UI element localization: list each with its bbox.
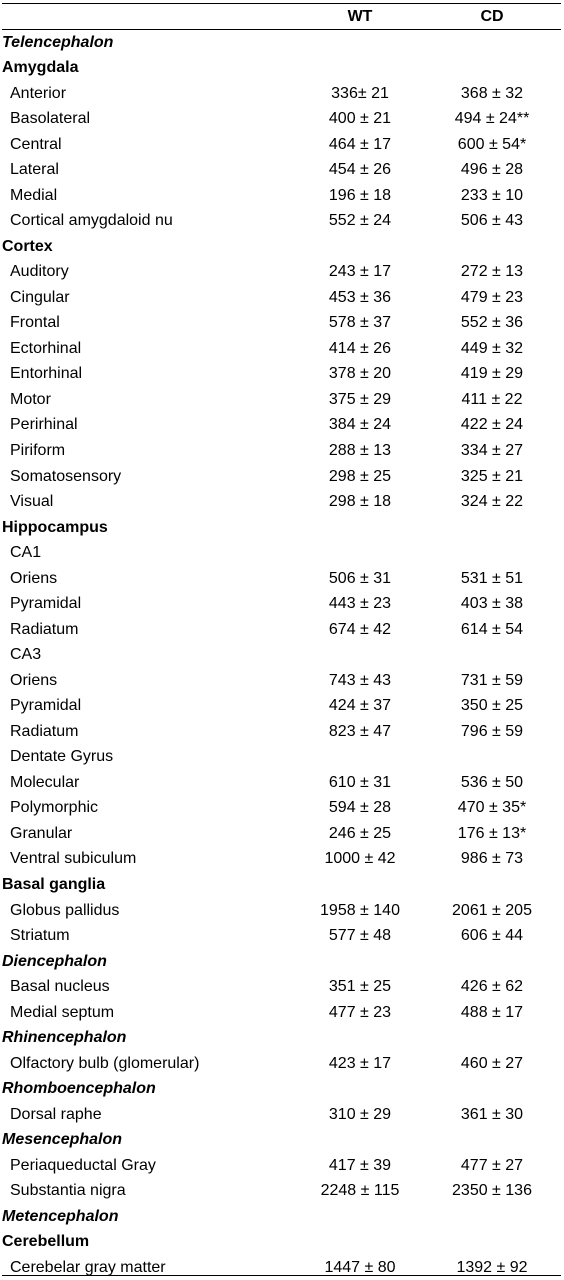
wt-value: 454 ± 26 (328, 161, 392, 179)
cd-value: 325 ± 21 (460, 467, 524, 485)
row-label: Striatum (10, 927, 70, 945)
row-label: Globus pallidus (10, 901, 120, 919)
table-row (0, 464, 562, 490)
row-label: Cortical amygdaloid nu (10, 212, 173, 230)
cd-value: 496 ± 28 (460, 161, 524, 179)
table-row (0, 795, 562, 821)
subgroup-row (0, 744, 562, 770)
table-row (0, 412, 562, 438)
wt-value: 243 ± 17 (328, 263, 392, 281)
cd-value: 606 ± 44 (460, 927, 524, 945)
row-label: Cortex (2, 237, 53, 255)
table-row (0, 923, 562, 949)
wt-value: 400 ± 21 (328, 110, 392, 128)
wt-value: 417 ± 39 (328, 1156, 392, 1174)
row-label: Perirhinal (10, 416, 78, 434)
cd-value: 460 ± 27 (460, 1054, 524, 1072)
wt-value: 310 ± 29 (328, 1105, 392, 1123)
row-label: Pyramidal (10, 595, 82, 613)
row-label: Visual (10, 493, 54, 511)
row-label: Hippocampus (2, 518, 108, 536)
table-row (0, 770, 562, 796)
row-label: Rhomboencephalon (2, 1080, 156, 1098)
wt-value: 443 ± 23 (328, 595, 392, 613)
table-row (0, 310, 562, 336)
wt-value: 336± 21 (331, 84, 389, 102)
table-row (0, 668, 562, 694)
row-label: Medial septum (10, 1003, 115, 1021)
table-row (0, 157, 562, 183)
table-row (0, 846, 562, 872)
row-label: Polymorphic (10, 799, 99, 817)
bottom-rule (2, 1275, 561, 1276)
table-row (0, 1255, 562, 1280)
cd-value: 449 ± 32 (460, 339, 524, 357)
category-row (0, 872, 562, 898)
row-label: Radiatum (10, 722, 79, 740)
wt-value: 552 ± 24 (328, 212, 392, 230)
row-label: Molecular (10, 773, 80, 791)
table-row (0, 387, 562, 413)
wt-value: 477 ± 23 (328, 1003, 392, 1021)
table-row (0, 591, 562, 617)
wt-value: 674 ± 42 (328, 620, 392, 638)
cd-value: 272 ± 13 (460, 263, 524, 281)
row-label: Metencephalon (2, 1207, 119, 1225)
row-label: Substantia nigra (10, 1182, 126, 1200)
region-row (0, 1204, 562, 1230)
wt-value: 351 ± 25 (328, 978, 392, 996)
cd-value: 600 ± 54* (457, 135, 527, 153)
wt-value: 196 ± 18 (328, 186, 392, 204)
wt-value: 577 ± 48 (328, 927, 392, 945)
table-row (0, 719, 562, 745)
row-label: Rhinencephalon (2, 1029, 127, 1047)
row-label: Amygdala (2, 59, 79, 77)
cd-value: 479 ± 23 (460, 288, 524, 306)
wt-value: 424 ± 37 (328, 697, 392, 715)
wt-value: 384 ± 24 (328, 416, 392, 434)
row-label: Anterior (10, 84, 67, 102)
cd-value: 419 ± 29 (460, 365, 524, 383)
wt-value: 2248 ± 115 (320, 1182, 400, 1200)
table-row (0, 361, 562, 387)
wt-value: 594 ± 28 (328, 799, 392, 817)
cd-value: 2350 ± 136 (452, 1182, 532, 1200)
wt-value: 743 ± 43 (328, 671, 392, 689)
row-label: Somatosensory (10, 467, 122, 485)
row-label: Periaqueductal Gray (10, 1156, 156, 1174)
table-row (0, 821, 562, 847)
row-label: Cingular (10, 288, 70, 306)
wt-value: 375 ± 29 (328, 390, 392, 408)
table-row (0, 489, 562, 515)
cd-value: 796 ± 59 (460, 722, 524, 740)
cd-value: 368 ± 32 (460, 84, 524, 102)
row-label: CA3 (10, 646, 42, 664)
table-row (0, 974, 562, 1000)
cd-value: 488 ± 17 (460, 1003, 524, 1021)
row-label: Cerebelar gray matter (10, 1258, 166, 1276)
wt-value: 1958 ± 140 (320, 901, 400, 919)
wt-value: 414 ± 26 (328, 339, 392, 357)
table-row (0, 1178, 562, 1204)
row-label: CA1 (10, 544, 42, 562)
row-label: Motor (10, 390, 51, 408)
cd-value: 552 ± 36 (460, 314, 524, 332)
table-row (0, 183, 562, 209)
cd-value: 233 ± 10 (460, 186, 524, 204)
category-row (0, 1229, 562, 1255)
table-row (0, 438, 562, 464)
cd-value: 411 ± 22 (461, 390, 523, 408)
cd-value: 477 ± 27 (460, 1156, 524, 1174)
wt-value: 506 ± 31 (328, 569, 392, 587)
row-label: Oriens (10, 569, 58, 587)
table-row (0, 693, 562, 719)
row-label: Oriens (10, 671, 58, 689)
wt-value: 378 ± 20 (328, 365, 392, 383)
wt-value: 1447 ± 80 (324, 1258, 396, 1276)
region-row (0, 1025, 562, 1051)
cd-value: 361 ± 30 (460, 1105, 524, 1123)
wt-value: 423 ± 17 (328, 1054, 392, 1072)
row-label: Pyramidal (10, 697, 82, 715)
wt-value: 288 ± 13 (328, 441, 392, 459)
table-row (0, 1102, 562, 1128)
wt-value: 464 ± 17 (328, 135, 392, 153)
cd-value: 470 ± 35* (457, 799, 527, 817)
table-row (0, 1153, 562, 1179)
row-label: Piriform (10, 441, 66, 459)
row-label: Dorsal raphe (10, 1105, 102, 1123)
row-label: Lateral (10, 161, 59, 179)
region-row (0, 30, 562, 56)
table-row (0, 208, 562, 234)
row-label: Radiatum (10, 620, 79, 638)
cd-value: 176 ± 13* (457, 824, 527, 842)
cd-value: 334 ± 27 (460, 441, 524, 459)
table-row (0, 285, 562, 311)
table-row (0, 81, 562, 107)
region-row (0, 1127, 562, 1153)
row-label: Medial (10, 186, 58, 204)
wt-value: 578 ± 37 (328, 314, 392, 332)
wt-value: 298 ± 25 (328, 467, 392, 485)
header-row (0, 4, 562, 30)
category-row (0, 515, 562, 541)
wt-value: 246 ± 25 (328, 824, 392, 842)
row-label: Mesencephalon (2, 1131, 123, 1149)
cd-value: 506 ± 43 (460, 212, 524, 230)
row-label: Telencephalon (2, 33, 114, 51)
header-cd: CD (480, 8, 504, 25)
cd-value: 494 ± 24** (454, 110, 530, 128)
wt-value: 610 ± 31 (328, 773, 392, 791)
table-row (0, 1051, 562, 1077)
table-row (0, 898, 562, 924)
category-row (0, 234, 562, 260)
table-row (0, 617, 562, 643)
header-wt: WT (347, 8, 373, 25)
row-label: Auditory (10, 263, 69, 281)
cd-value: 536 ± 50 (460, 773, 524, 791)
subgroup-row (0, 540, 562, 566)
table-row (0, 566, 562, 592)
row-label: Frontal (10, 314, 60, 332)
cd-value: 350 ± 25 (460, 697, 524, 715)
row-label: Basal nucleus (10, 978, 110, 996)
table-row (0, 106, 562, 132)
row-label: Basolateral (10, 110, 91, 128)
row-label: Diencephalon (2, 952, 107, 970)
row-label: Cerebellum (2, 1233, 90, 1251)
row-label: Central (10, 135, 62, 153)
cd-value: 2061 ± 205 (452, 901, 532, 919)
cd-value: 986 ± 73 (460, 850, 524, 868)
table-row (0, 132, 562, 158)
row-label: Entorhinal (10, 365, 83, 383)
row-label: Ectorhinal (10, 339, 82, 357)
cd-value: 1392 ± 92 (456, 1258, 528, 1276)
wt-value: 1000 ± 42 (324, 850, 396, 868)
row-label: Granular (10, 824, 73, 842)
cd-value: 426 ± 62 (460, 978, 524, 996)
row-label: Dentate Gyrus (10, 748, 114, 766)
cd-value: 403 ± 38 (460, 595, 524, 613)
cd-value: 324 ± 22 (460, 493, 524, 511)
table-row (0, 336, 562, 362)
wt-value: 823 ± 47 (328, 722, 392, 740)
wt-value: 298 ± 18 (328, 493, 392, 511)
cd-value: 731 ± 59 (460, 671, 524, 689)
row-label: Basal ganglia (2, 875, 106, 893)
table-row (0, 1000, 562, 1026)
region-row (0, 1076, 562, 1102)
row-label: Ventral subiculum (10, 850, 137, 868)
cd-value: 614 ± 54 (460, 620, 524, 638)
table-row (0, 259, 562, 285)
cd-value: 422 ± 24 (460, 416, 524, 434)
row-label: Olfactory bulb (glomerular) (10, 1054, 200, 1072)
region-row (0, 949, 562, 975)
subgroup-row (0, 642, 562, 668)
category-row (0, 55, 562, 81)
cd-value: 531 ± 51 (460, 569, 524, 587)
wt-value: 453 ± 36 (328, 288, 392, 306)
